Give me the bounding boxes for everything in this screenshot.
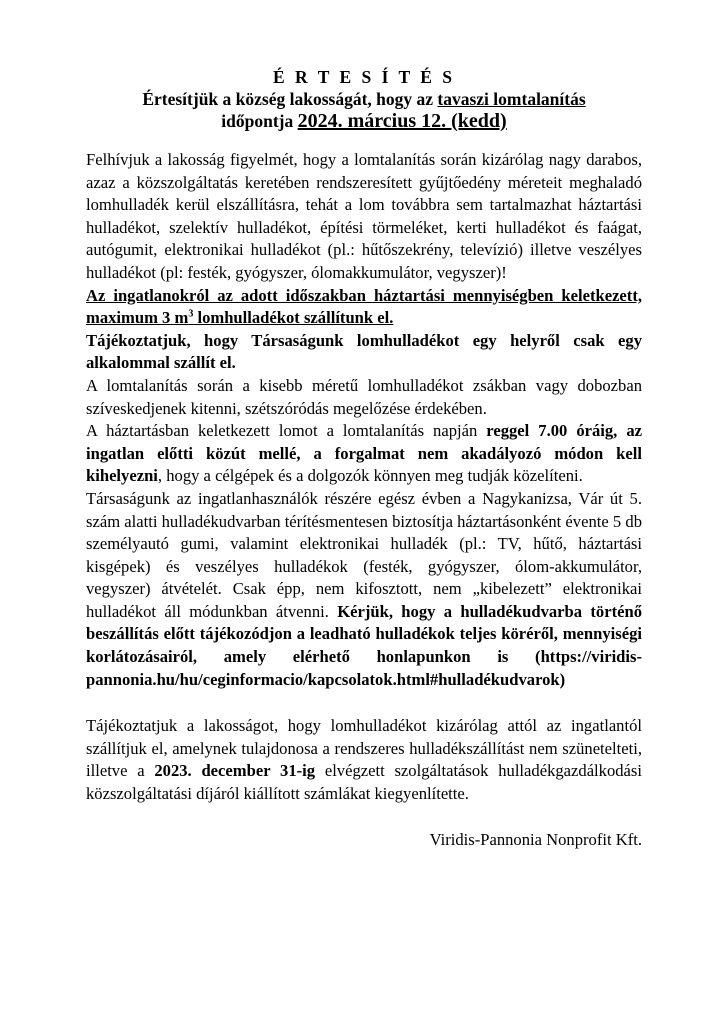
paragraph-quantity	[86, 285, 642, 330]
placement-text1: A háztartásban keletkezett lomot a lomtalanítás napján	[86, 421, 487, 441]
paragraph-waste-yard	[86, 488, 642, 691]
quantity-text-after: lomhulladékot szállítunk el.	[193, 308, 394, 328]
signature: Viridis-Pannonia Nonprofit Kft.	[429, 829, 642, 849]
paragraph-bags: A lomtalanítás során a kisebb méretű lomhulladékot zsákban vagy dobozban szíveskedjenek kitenni, szétszóródás megelőzése érdekében.	[86, 375, 642, 418]
waste-yard-text: Társaságunk az ingatlanhasználók részére egész évben a Nagykanizsa, Vár út 5. szám alatti hulladékudvarban térítésmentesen biztosítja háztartásonként évente 5 db személyautó gumi, valamint elektronikai hulladék (pl.: TV, hűtő, háztartási kisgépek) és veszélyes hulladékok (festék, gyógyszer, ólom-akkumulátor, vegyszer) átvételét. Csak épp, nem kifosztott, nem „kibelezett” elektronikai hulladékot áll módunkban átvenni.	[86, 488, 642, 621]
quantity-sup: 3	[188, 308, 194, 320]
placement-text2: , hogy a célgépek és a dolgozók könnyen meg tudják közelíteni.	[157, 466, 583, 486]
waste-yard-bold: Kérjük, hogy a hulladékudvarba történő beszállítás előtt tájékozódjon a leadható hulladékok teljes köréről, mennyiségi korlátozásairól, amely elérhető honlapunkon is (https://viridis-pannonia.hu/hu/ceginformacio/kapcsolatok.html#hulladékudvarok)	[86, 601, 642, 689]
notice-subtitle	[86, 88, 642, 132]
conditions-text2: elvégzett szolgáltatások hulladékgazdálkodási közszolgáltatási díjáról kiállított számlákat kiegyenlítette.	[86, 761, 642, 804]
paragraph-placement	[86, 420, 642, 488]
placement-bold: reggel 7.00 óráig, az ingatlan előtti közút mellé, a forgalmat nem akadályozó módon kell kihelyezni	[86, 421, 642, 486]
quantity-text: Az ingatlanokról az adott időszakban háztartási mennyiségben keletkezett, maximum 3 m	[86, 285, 642, 328]
subtitle-prefix: Értesítjük a község lakosságát, hogy az	[142, 89, 438, 109]
subtitle-line2-prefix: időpontja	[221, 111, 298, 131]
event-date: 2024. március 12. (kedd)	[297, 110, 507, 132]
paragraph-general: Felhívjuk a lakosság figyelmét, hogy a lomtalanítás során kizárólag nagy darabos, azaz a közszolgáltatás keretében rendszeresített gyűjtőedény méreteit meghaladó lomhulladék kerül elszállításra, tehát a lom továbbra sem tartalmazhat háztartási hulladékot, szelektív hulladékot, építési törmeléket, kerti hulladékot és faágat, autógumit, elektronikai hulladékot (pl.: hűtőszekrény, televízió) illetve veszélyes hulladékot (pl: festék, gyógyszer, ólomakkumulátor, vegyszer)!	[86, 150, 642, 282]
conditions-text1: Tájékoztatjuk a lakosságot, hogy lomhulladékot kizárólag attól az ingatlantól szállítjuk el, amelynek tulajdonosa a rendszeres hulladékszállítást nem szünetelteti, illetve a	[86, 716, 642, 781]
notice-title: É R T E S Í T É S	[272, 67, 455, 87]
subtitle-underlined: tavaszi lomtalanítás	[437, 89, 586, 109]
paragraph-conditions	[86, 715, 642, 805]
conditions-date: 2023. december 31-ig	[154, 761, 316, 781]
notice-document	[86, 66, 642, 851]
paragraph-once: Tájékoztatjuk, hogy Társaságunk lomhulladékot egy helyről csak egy alkalommal szállít el.	[86, 330, 642, 373]
